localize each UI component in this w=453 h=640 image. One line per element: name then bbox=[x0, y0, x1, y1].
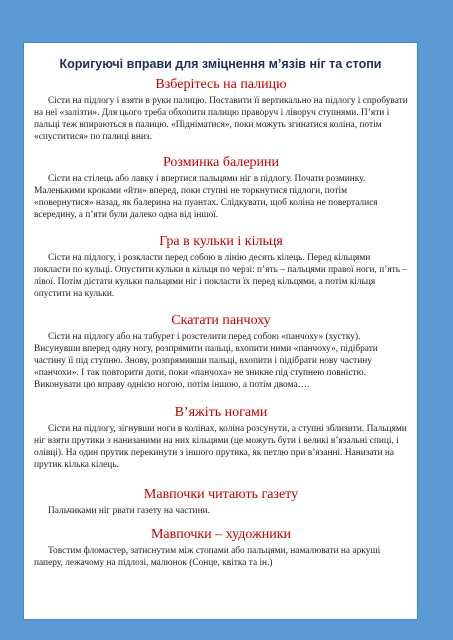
section-title: Гра в кульки і кільця bbox=[159, 234, 283, 249]
section-monkeys-read-newspaper bbox=[34, 487, 408, 517]
section-text: Пальчиками ніг рвати газету на частини. bbox=[48, 506, 210, 516]
section-balls-rings-game bbox=[34, 234, 408, 300]
section-text: Сісти на підлогу, і розкласти перед собою в лінію десять кілець. Перед кільцями покласти по кульці. Опустити кульки в кільця по черзі: п’ять – пальцями правої ноги, п’ять – лівої. Потім дістати кульки пальцями ніг і покласти їх перед кільцями, а потім кільця опустити на кульки. bbox=[34, 253, 408, 299]
section-title: Розминка балерини bbox=[162, 155, 280, 170]
document-page bbox=[23, 42, 418, 620]
section-title: Мавпочки читають газету bbox=[143, 487, 299, 502]
section-text: Сісти на стілець або лавку і впертися пальцями ніг в підлогу. Почати розминку. Маленькими кроками «йти» вперед, поки ступні не торкнутися підлоги, потім «повернутися» назад, як балерина на пуантах. Слідкувати, щоб коліна не поверталися всередину, а п’яти були далеко одна від іншої. bbox=[34, 174, 378, 220]
section-title: В’яжіть ногами bbox=[174, 405, 268, 420]
section-roll-stocking bbox=[34, 313, 408, 391]
section-text: Сісти на підлогу або на табурет і розстелити перед собою «панчоху» (хустку). Висунувши вперед одну ногу, розпрямити пальці, вхопити ними «панчоху», підібрати частину її під ступню. Знову, розпрямивши пальці, вхопити і підібрати нову частину «панчохи». І так повторити доти, поки «панчоха» не зникне під ступнею повністю. Виконувати цю вправу однією ногою, потім іншою, а потім двома…. bbox=[34, 332, 378, 390]
section-monkeys-artists bbox=[34, 527, 408, 569]
section-text: Сісти на підлогу, зігнувши ноги в колінах, коліна розсунути, а ступні зблизити. Пальцями ніг взяти прутики з нанизаними на них кільцями (це можуть бути і великі в’язальні спиці, і олівці). На один прутик перекинути з іншого прутика, як петлю при в’язанні. Нанизати на прутик кілька кілець. bbox=[34, 424, 407, 470]
section-text: Сісти на підлогу і взяти в руки палицю. Поставити її вертикально на підлогу і спробувати на неї «залізти». Для цього треба обхопити палицю праворуч і ліворуч ступнями. П’яти і пальці теж впираються в палицю. «Піднiматися», поки можуть згинатися коліна, потім «спуститися» по палиці вниз. bbox=[34, 96, 408, 142]
section-title: Скатати панчоху bbox=[171, 313, 271, 328]
section-title: Взберітесь на палицю bbox=[155, 77, 287, 92]
section-ballerina-warmup bbox=[34, 155, 408, 221]
section-knit-with-feet bbox=[34, 405, 408, 471]
section-title: Мавпочки – художники bbox=[150, 527, 292, 542]
section-text: Товстим фломастер, затиснутим між стопами або пальцями, намалювати на аркуші паперу, лежачому на підлозі, малюнок (Сонце, квітка та ін.) bbox=[34, 546, 381, 568]
section-climb-stick bbox=[34, 77, 408, 143]
document-title: Коригуючі вправи для зміцнення м’язів ніг та стопи bbox=[59, 57, 382, 71]
